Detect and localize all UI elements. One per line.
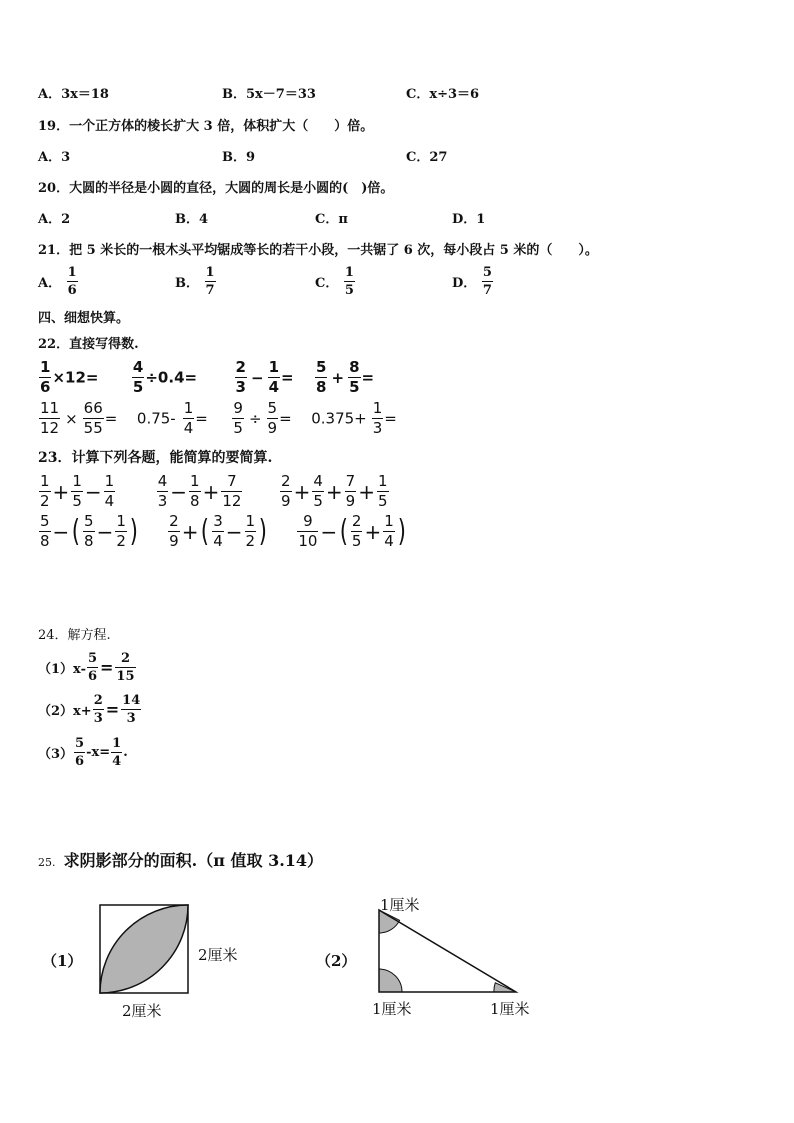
shaded-sector-bottom-left [379, 969, 402, 992]
denominator: 3 [93, 711, 103, 726]
fraction [83, 514, 95, 549]
denominator: 15 [116, 669, 135, 684]
operator: + [358, 479, 375, 504]
op: + [331, 368, 345, 387]
q23-expr-2 [156, 472, 249, 510]
denominator: 12 [40, 419, 60, 437]
denominator: 4 [112, 754, 122, 769]
operator: = [105, 700, 120, 719]
fig2-diagram [374, 905, 524, 997]
q21-c-fraction [344, 266, 355, 297]
denominator: 3 [157, 492, 168, 510]
q18-option-b: B．5x－7＝33 [222, 87, 316, 102]
fraction [232, 401, 244, 436]
q24-eq-2: （2）x+ $\frac{2}{3}$ = $\frac{14}{3}$ [38, 693, 141, 726]
fraction [104, 474, 116, 509]
numerator: 1 [40, 472, 50, 490]
q24-eq-3: （3） $\frac{5}{6}$ -x= $\frac{1}{4}$ . [38, 736, 128, 769]
q20-option-d: D．1 [452, 212, 486, 227]
q19-option-c: C．27 [406, 150, 448, 165]
operator: + [202, 479, 220, 504]
operator: + [52, 479, 70, 504]
fraction [351, 514, 363, 549]
denominator: 4 [213, 532, 223, 550]
q23-row-1 [38, 474, 390, 509]
denominator: 7 [482, 283, 492, 298]
fraction [83, 401, 104, 436]
fraction [235, 360, 247, 395]
numerator: 2 [235, 358, 246, 376]
denominator: 5 [313, 492, 323, 510]
op: 0.75- [136, 409, 176, 428]
denominator: 5 [351, 532, 362, 550]
numerator: 1 [372, 399, 383, 417]
denominator: 5 [72, 492, 82, 510]
parenthesis: ( [339, 513, 349, 549]
numerator: 1 [183, 399, 194, 417]
fraction [189, 474, 201, 509]
operator: − [84, 479, 102, 504]
operator: − [225, 519, 243, 544]
fig1-bottom-label: 2厘米 [122, 1002, 162, 1020]
denominator: 6 [87, 669, 98, 684]
fraction [74, 737, 85, 768]
q23-expr-4 [38, 512, 144, 550]
fraction [280, 474, 292, 509]
numerator: 1 [104, 472, 115, 490]
q21-option-a [38, 266, 79, 297]
q20-option-c: C．π [315, 212, 348, 227]
numerator: 1 [384, 512, 394, 530]
q23-row-2 [38, 514, 408, 549]
numerator: 7 [345, 472, 356, 490]
numerator: 5 [87, 651, 98, 666]
fraction [268, 360, 280, 395]
denominator: 7 [205, 283, 215, 298]
op: = [279, 409, 292, 428]
denominator: 6 [67, 283, 77, 298]
q25-number: 25. [38, 856, 56, 869]
numerator: 1 [344, 265, 354, 280]
numerator: 5 [40, 512, 50, 530]
denominator: 9 [169, 532, 179, 550]
numerator: 5 [75, 736, 85, 751]
q22-row-2 [38, 401, 397, 436]
numerator: 1 [72, 472, 82, 490]
denominator: 9 [281, 492, 291, 510]
q25-title: 求阴影部分的面积.（π 值取 3.14） [63, 851, 324, 870]
section-heading: 四、细想快算。 [38, 311, 130, 326]
triangle-outline [379, 910, 516, 992]
denominator: 5 [344, 283, 354, 298]
fraction [315, 360, 327, 395]
q21-option-d [452, 266, 494, 297]
op: = [361, 368, 375, 387]
denominator: 5 [349, 378, 360, 396]
fraction [245, 514, 257, 549]
numerator: 1 [205, 265, 215, 280]
fig2-bottom-right-label: 1厘米 [490, 1000, 530, 1018]
fraction [168, 514, 180, 549]
fraction [121, 694, 141, 725]
q21-d-label: D． [452, 276, 477, 291]
parenthesis: ) [258, 513, 268, 549]
op: = [195, 409, 208, 428]
fraction [212, 514, 224, 549]
op: 0.375+ [311, 409, 367, 428]
fraction [221, 474, 242, 509]
operator: + [181, 519, 199, 544]
q24-title: 24．解方程. [38, 628, 111, 643]
denominator: 55 [83, 419, 103, 437]
fraction [39, 360, 51, 395]
fraction [115, 652, 135, 683]
operator: + [293, 479, 311, 504]
denominator: 4 [384, 532, 394, 550]
q21-b-label: B． [175, 276, 199, 291]
denominator: 3 [372, 419, 383, 437]
fraction [267, 401, 279, 436]
numerator: 2 [115, 652, 135, 668]
fraction [312, 474, 324, 509]
fraction [297, 514, 318, 549]
denominator: 8 [84, 532, 94, 550]
fraction [383, 514, 395, 549]
q21-d-fraction [482, 266, 493, 297]
fraction [132, 360, 144, 395]
op: ×12= [52, 368, 99, 387]
numerator: 5 [316, 358, 327, 376]
fraction [71, 474, 83, 509]
q21-a-label: A． [38, 276, 62, 291]
denominator: 2 [40, 492, 50, 510]
q21-a-fraction [67, 266, 78, 297]
fraction [93, 694, 104, 725]
q24-eq-1: （1）x- $\frac{5}{6}$ = $\frac{2}{15}$ [38, 651, 135, 684]
numerator: 1 [268, 358, 279, 376]
denominator: 2 [245, 532, 256, 550]
denominator: 3 [235, 378, 246, 396]
fig1-side-label: 2厘米 [198, 946, 238, 964]
numerator: 1 [67, 265, 77, 280]
fraction [348, 360, 360, 395]
q20-text: 20．大圆的半径是小圆的直径，大圆的周长是小圆的( )倍。 [38, 181, 394, 196]
op: × [65, 409, 78, 428]
op: = [281, 368, 294, 387]
numerator: 1 [190, 472, 200, 490]
numerator: 1 [377, 472, 388, 490]
numerator: 66 [83, 399, 103, 417]
q20-option-b: B．4 [175, 212, 209, 227]
op: = [104, 409, 118, 428]
denominator: 8 [316, 378, 327, 396]
fig2-top-label: 1厘米 [380, 896, 420, 914]
fraction [39, 514, 51, 549]
denominator: 9 [267, 419, 278, 437]
numerator: 4 [313, 472, 323, 490]
q19-text: 19．一个正方体的棱长扩大 3 倍，体积扩大（ ）倍。 [38, 119, 374, 134]
q19-option-a: A．3 [38, 150, 71, 165]
numerator: 2 [281, 472, 291, 490]
numerator: 1 [116, 512, 126, 530]
denominator: 5 [377, 492, 388, 510]
denominator: 4 [268, 378, 279, 396]
denominator: 3 [126, 711, 136, 726]
numerator: 7 [221, 474, 242, 492]
q22-title: 22．直接写得数. [38, 337, 139, 352]
numerator: 5 [267, 399, 278, 417]
denominator: 5 [233, 419, 243, 437]
q21-b-fraction [205, 266, 216, 297]
q23-expr-6 [296, 512, 407, 550]
q21-option-c [315, 266, 356, 297]
numerator: 3 [213, 512, 223, 530]
fraction [183, 401, 195, 436]
denominator: 8 [190, 492, 200, 510]
fig2-label: （2） [316, 952, 357, 970]
fig2-bottom-left-label: 1厘米 [372, 1000, 412, 1018]
fraction [115, 514, 127, 549]
numerator: 2 [93, 693, 103, 708]
fraction [372, 401, 384, 436]
q19-option-b: B．9 [222, 150, 256, 165]
operator: − [96, 519, 114, 544]
operator: = [100, 658, 114, 677]
numerator: 1 [40, 358, 51, 376]
q23-expr-3 [279, 472, 389, 510]
fraction [39, 474, 51, 509]
numerator: 11 [40, 399, 60, 417]
numerator: 1 [245, 512, 256, 530]
fraction [377, 474, 389, 509]
denominator: 4 [183, 419, 194, 437]
numerator: 4 [132, 358, 144, 376]
fig1-label: （1） [42, 952, 83, 970]
q23-title: 23．计算下列各题，能简算的要简算. [38, 450, 273, 466]
q25-heading [38, 848, 323, 871]
denominator: 12 [222, 492, 242, 510]
fraction [157, 474, 169, 509]
denominator: 6 [40, 378, 51, 396]
numerator: 14 [122, 693, 141, 708]
q23-expr-1 [38, 472, 121, 510]
numerator: 9 [297, 514, 318, 532]
numerator: 5 [482, 265, 492, 280]
fraction [87, 652, 98, 683]
operator: − [170, 479, 188, 504]
denominator: 4 [104, 492, 115, 510]
fig1-diagram [98, 903, 194, 999]
fraction [345, 474, 357, 509]
operator: + [325, 479, 343, 504]
op: − [250, 368, 264, 387]
q20-option-a: A．2 [38, 212, 71, 227]
numerator: 2 [169, 512, 179, 530]
numerator: 4 [157, 472, 168, 490]
numerator: 1 [112, 736, 122, 751]
denominator: 9 [345, 492, 356, 510]
q18-option-a: A．3x＝18 [38, 87, 109, 102]
denominator: 8 [40, 532, 50, 550]
numerator: 8 [349, 358, 360, 376]
operator: − [52, 519, 70, 544]
op: = [384, 409, 397, 428]
numerator: 5 [84, 512, 94, 530]
denominator: 2 [116, 532, 126, 550]
op: ÷0.4= [145, 368, 198, 387]
operator: − [320, 519, 338, 544]
q23-expr-5 [167, 512, 273, 550]
parenthesis: ) [397, 513, 406, 549]
numerator: 9 [233, 399, 243, 417]
q22-row-1 [38, 360, 374, 395]
fraction [111, 737, 122, 768]
operator: + [364, 519, 382, 544]
denominator: 10 [298, 532, 318, 550]
q21-c-label: C． [315, 276, 339, 291]
denominator: 5 [132, 378, 144, 396]
op: ÷ [248, 409, 262, 428]
q18-option-c: C．x÷3＝6 [406, 87, 480, 102]
fraction [39, 401, 60, 436]
q21-option-b [175, 266, 217, 297]
parenthesis: ( [72, 513, 81, 549]
parenthesis: ( [201, 513, 210, 549]
q21-text: 21．把 5 米长的一根木头平均锯成等长的若干小段，一共锯了 6 次，每小段占 5 米的（ ）。 [38, 243, 598, 258]
parenthesis: ) [129, 513, 138, 549]
denominator: 6 [75, 754, 85, 769]
numerator: 2 [351, 512, 362, 530]
